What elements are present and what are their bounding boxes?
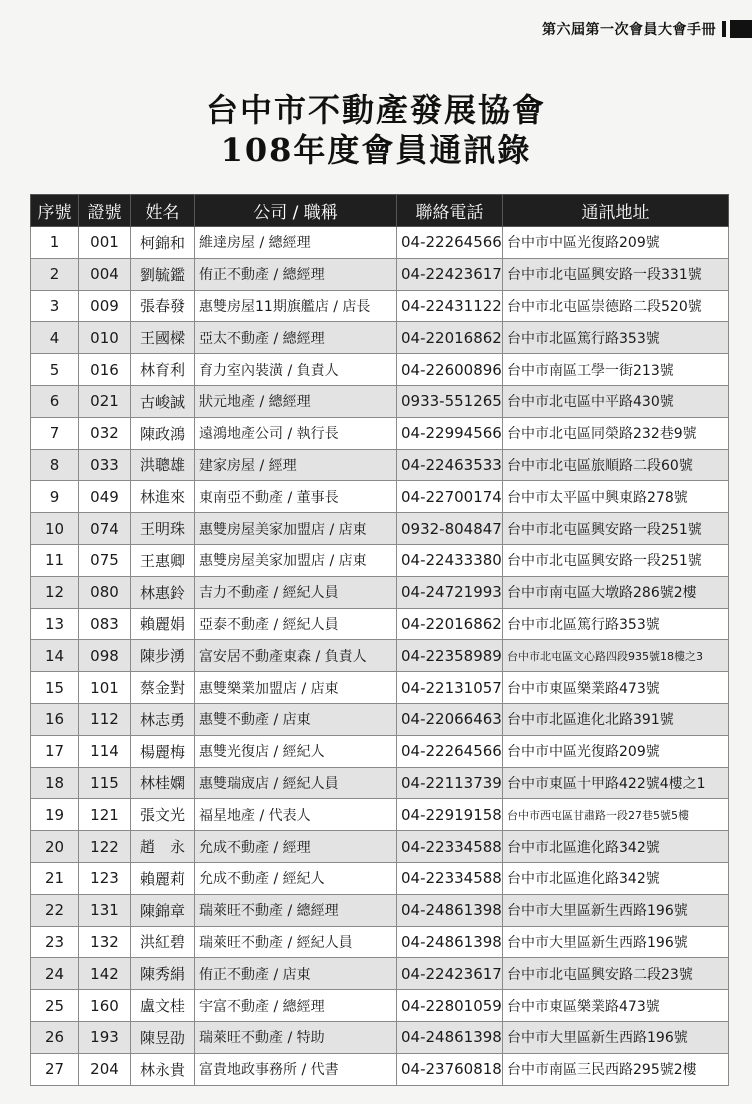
cell-cert: 049 <box>79 481 131 513</box>
cell-name: 古峻誠 <box>131 385 195 417</box>
table-row <box>31 576 729 608</box>
cell-cert: 033 <box>79 449 131 481</box>
cell-company: 維達房屋 / 總經理 <box>195 227 397 259</box>
cell-seq: 27 <box>31 1053 79 1085</box>
cell-cert: 074 <box>79 513 131 545</box>
cell-phone: 04-23760818 <box>397 1053 503 1085</box>
cell-name: 林育利 <box>131 354 195 386</box>
cell-seq: 15 <box>31 672 79 704</box>
cell-address: 台中市北屯區興安路二段23號 <box>503 958 729 990</box>
cell-name: 陳步湧 <box>131 640 195 672</box>
cell-cert: 132 <box>79 926 131 958</box>
cell-name: 王明珠 <box>131 513 195 545</box>
cell-company: 瑞萊旺不動產 / 經紀人員 <box>195 926 397 958</box>
cell-address: 台中市中區光復路209號 <box>503 227 729 259</box>
cell-company: 惠雙光復店 / 經紀人 <box>195 735 397 767</box>
table-row <box>31 258 729 290</box>
header-divider-mark <box>722 21 726 37</box>
cell-seq: 6 <box>31 385 79 417</box>
cell-name: 張春發 <box>131 290 195 322</box>
cell-company: 建家房屋 / 經理 <box>195 449 397 481</box>
cell-company: 惠雙房屋11期旗艦店 / 店長 <box>195 290 397 322</box>
table-row <box>31 322 729 354</box>
cell-cert: 142 <box>79 958 131 990</box>
cell-phone: 04-22423617 <box>397 258 503 290</box>
cell-seq: 1 <box>31 227 79 259</box>
cell-company: 侑正不動產 / 總經理 <box>195 258 397 290</box>
cell-company: 允成不動產 / 經理 <box>195 831 397 863</box>
cell-company: 惠雙瑞宬店 / 經紀人員 <box>195 767 397 799</box>
column-header-seq: 序號 <box>31 195 79 227</box>
cell-company: 亞泰不動產 / 經紀人員 <box>195 608 397 640</box>
table-row <box>31 385 729 417</box>
cell-name: 林桂嫻 <box>131 767 195 799</box>
cell-cert: 004 <box>79 258 131 290</box>
cell-cert: 032 <box>79 417 131 449</box>
cell-seq: 12 <box>31 576 79 608</box>
cell-cert: 098 <box>79 640 131 672</box>
table-row <box>31 799 729 831</box>
cell-address: 台中市北區進化北路391號 <box>503 703 729 735</box>
cell-company: 允成不動產 / 經紀人 <box>195 862 397 894</box>
cell-address: 台中市南區三民西路295號2樓 <box>503 1053 729 1085</box>
table-row <box>31 1021 729 1053</box>
cell-phone: 04-22113739 <box>397 767 503 799</box>
cell-cert: 101 <box>79 672 131 704</box>
cell-phone: 04-22433380 <box>397 544 503 576</box>
cell-seq: 9 <box>31 481 79 513</box>
cell-phone: 04-22016862 <box>397 608 503 640</box>
cell-address: 台中市南區工學一街213號 <box>503 354 729 386</box>
cell-seq: 17 <box>31 735 79 767</box>
table-row <box>31 958 729 990</box>
cell-cert: 114 <box>79 735 131 767</box>
cell-company: 東南亞不動產 / 董事長 <box>195 481 397 513</box>
cell-phone: 04-22264566 <box>397 735 503 767</box>
cell-name: 陳政鴻 <box>131 417 195 449</box>
cell-phone: 04-22423617 <box>397 958 503 990</box>
cell-address: 台中市大里區新生西路196號 <box>503 1021 729 1053</box>
table-row <box>31 354 729 386</box>
member-directory-table <box>30 194 729 1086</box>
table-row <box>31 481 729 513</box>
cell-cert: 204 <box>79 1053 131 1085</box>
cell-company: 富安居不動產東森 / 負責人 <box>195 640 397 672</box>
cell-cert: 009 <box>79 290 131 322</box>
cell-phone: 04-22358989 <box>397 640 503 672</box>
cell-address: 台中市北屯區旅順路二段60號 <box>503 449 729 481</box>
cell-phone: 04-22700174 <box>397 481 503 513</box>
cell-company: 惠雙樂業加盟店 / 店東 <box>195 672 397 704</box>
cell-seq: 5 <box>31 354 79 386</box>
cell-seq: 24 <box>31 958 79 990</box>
table-row <box>31 926 729 958</box>
cell-seq: 18 <box>31 767 79 799</box>
cell-phone: 04-22463533 <box>397 449 503 481</box>
cell-name: 林進來 <box>131 481 195 513</box>
cell-address: 台中市西屯區甘肅路一段27巷5號5樓 <box>503 799 729 831</box>
cell-company: 侑正不動產 / 店東 <box>195 958 397 990</box>
cell-seq: 25 <box>31 990 79 1022</box>
cell-name: 蔡金對 <box>131 672 195 704</box>
cell-seq: 13 <box>31 608 79 640</box>
column-header-address: 通訊地址 <box>503 195 729 227</box>
cell-phone: 04-24861398 <box>397 1021 503 1053</box>
cell-cert: 112 <box>79 703 131 735</box>
column-header-name: 姓名 <box>131 195 195 227</box>
cell-address: 台中市北區篤行路353號 <box>503 608 729 640</box>
cell-cert: 131 <box>79 894 131 926</box>
cell-seq: 21 <box>31 862 79 894</box>
cell-address: 台中市北屯區文心路四段935號18樓之3 <box>503 640 729 672</box>
table-row <box>31 1053 729 1085</box>
cell-name: 趙 永 <box>131 831 195 863</box>
table-row <box>31 608 729 640</box>
column-header-company: 公司 / 職稱 <box>195 195 397 227</box>
table-row <box>31 862 729 894</box>
cell-cert: 160 <box>79 990 131 1022</box>
cell-company: 惠雙不動產 / 店東 <box>195 703 397 735</box>
cell-name: 賴麗莉 <box>131 862 195 894</box>
cell-phone: 04-22600896 <box>397 354 503 386</box>
handbook-header-text: 第六屆第一次會員大會手冊 <box>542 22 716 38</box>
cell-seq: 11 <box>31 544 79 576</box>
cell-address: 台中市中區光復路209號 <box>503 735 729 767</box>
table-row <box>31 735 729 767</box>
table-header-row <box>31 195 729 227</box>
cell-phone: 04-22801059 <box>397 990 503 1022</box>
cell-name: 洪紅碧 <box>131 926 195 958</box>
cell-seq: 16 <box>31 703 79 735</box>
cell-phone: 0933-551265 <box>397 385 503 417</box>
table-row <box>31 831 729 863</box>
cell-company: 富貴地政事務所 / 代書 <box>195 1053 397 1085</box>
cell-name: 盧文桂 <box>131 990 195 1022</box>
cell-company: 惠雙房屋美家加盟店 / 店東 <box>195 513 397 545</box>
cell-company: 宇富不動產 / 總經理 <box>195 990 397 1022</box>
cell-name: 王惠卿 <box>131 544 195 576</box>
cell-company: 遠鴻地產公司 / 執行長 <box>195 417 397 449</box>
cell-phone: 04-22131057 <box>397 672 503 704</box>
title-directory: 108年度會員通訊錄 <box>220 131 532 169</box>
cell-name: 林惠鈴 <box>131 576 195 608</box>
cell-phone: 04-22016862 <box>397 322 503 354</box>
cell-company: 亞太不動產 / 總經理 <box>195 322 397 354</box>
cell-company: 惠雙房屋美家加盟店 / 店東 <box>195 544 397 576</box>
cell-address: 台中市大里區新生西路196號 <box>503 926 729 958</box>
cell-seq: 19 <box>31 799 79 831</box>
title-association: 台中市不動產發展協會 <box>205 91 546 129</box>
table-row <box>31 227 729 259</box>
cell-name: 陳秀絹 <box>131 958 195 990</box>
cell-cert: 122 <box>79 831 131 863</box>
table-row <box>31 894 729 926</box>
cell-seq: 4 <box>31 322 79 354</box>
cell-address: 台中市北屯區中平路430號 <box>503 385 729 417</box>
cell-cert: 121 <box>79 799 131 831</box>
table-row <box>31 703 729 735</box>
member-directory-table-wrapper <box>30 194 728 1086</box>
table-row <box>31 544 729 576</box>
cell-address: 台中市太平區中興東路278號 <box>503 481 729 513</box>
cell-address: 台中市北屯區同榮路232巷9號 <box>503 417 729 449</box>
cell-seq: 2 <box>31 258 79 290</box>
cell-name: 陳錦章 <box>131 894 195 926</box>
cell-phone: 04-22334588 <box>397 831 503 863</box>
cell-address: 台中市南屯區大墩路286號2樓 <box>503 576 729 608</box>
table-body <box>31 227 729 1086</box>
cell-company: 育力室內裝潢 / 負責人 <box>195 354 397 386</box>
cell-phone: 04-22066463 <box>397 703 503 735</box>
cell-name: 洪聰雄 <box>131 449 195 481</box>
page-header <box>542 14 752 44</box>
cell-name: 劉毓鑑 <box>131 258 195 290</box>
cell-phone: 04-24721993 <box>397 576 503 608</box>
cell-cert: 021 <box>79 385 131 417</box>
cell-address: 台中市北區篤行路353號 <box>503 322 729 354</box>
cell-address: 台中市東區十甲路422號4樓之1 <box>503 767 729 799</box>
cell-address: 台中市北屯區興安路一段331號 <box>503 258 729 290</box>
cell-name: 林志勇 <box>131 703 195 735</box>
cell-phone: 04-24861398 <box>397 894 503 926</box>
cell-seq: 7 <box>31 417 79 449</box>
cell-company: 瑞萊旺不動產 / 特助 <box>195 1021 397 1053</box>
cell-address: 台中市北屯區崇德路二段520號 <box>503 290 729 322</box>
cell-name: 陳昱劭 <box>131 1021 195 1053</box>
cell-address: 台中市東區樂業路473號 <box>503 672 729 704</box>
column-header-cert: 證號 <box>79 195 131 227</box>
cell-company: 福星地產 / 代表人 <box>195 799 397 831</box>
cell-cert: 001 <box>79 227 131 259</box>
table-row <box>31 290 729 322</box>
cell-phone: 0932-804847 <box>397 513 503 545</box>
cell-phone: 04-22431122 <box>397 290 503 322</box>
cell-phone: 04-24861398 <box>397 926 503 958</box>
cell-name: 王國樑 <box>131 322 195 354</box>
cell-address: 台中市北屯區興安路一段251號 <box>503 513 729 545</box>
cell-address: 台中市北區進化路342號 <box>503 831 729 863</box>
cell-cert: 083 <box>79 608 131 640</box>
cell-cert: 016 <box>79 354 131 386</box>
cell-phone: 04-22994566 <box>397 417 503 449</box>
cell-cert: 080 <box>79 576 131 608</box>
table-row <box>31 640 729 672</box>
cell-seq: 22 <box>31 894 79 926</box>
table-row <box>31 513 729 545</box>
table-row <box>31 449 729 481</box>
cell-seq: 26 <box>31 1021 79 1053</box>
table-row <box>31 672 729 704</box>
document-title <box>0 90 752 170</box>
cell-name: 楊麗梅 <box>131 735 195 767</box>
cell-phone: 04-22334588 <box>397 862 503 894</box>
cell-seq: 14 <box>31 640 79 672</box>
cell-seq: 10 <box>31 513 79 545</box>
cell-address: 台中市北屯區興安路一段251號 <box>503 544 729 576</box>
cell-seq: 20 <box>31 831 79 863</box>
cell-seq: 8 <box>31 449 79 481</box>
cell-address: 台中市大里區新生西路196號 <box>503 894 729 926</box>
cell-company: 瑞萊旺不動產 / 總經理 <box>195 894 397 926</box>
cell-cert: 123 <box>79 862 131 894</box>
cell-name: 張文光 <box>131 799 195 831</box>
cell-name: 柯錦和 <box>131 227 195 259</box>
cell-cert: 115 <box>79 767 131 799</box>
table-row <box>31 767 729 799</box>
cell-seq: 3 <box>31 290 79 322</box>
cell-cert: 075 <box>79 544 131 576</box>
cell-name: 林永貴 <box>131 1053 195 1085</box>
column-header-phone: 聯絡電話 <box>397 195 503 227</box>
cell-company: 狀元地產 / 總經理 <box>195 385 397 417</box>
cell-cert: 193 <box>79 1021 131 1053</box>
cell-cert: 010 <box>79 322 131 354</box>
cell-phone: 04-22264566 <box>397 227 503 259</box>
cell-address: 台中市東區樂業路473號 <box>503 990 729 1022</box>
cell-name: 賴麗娟 <box>131 608 195 640</box>
cell-address: 台中市北區進化路342號 <box>503 862 729 894</box>
cell-company: 吉力不動產 / 經紀人員 <box>195 576 397 608</box>
cell-seq: 23 <box>31 926 79 958</box>
table-row <box>31 990 729 1022</box>
table-row <box>31 417 729 449</box>
cell-phone: 04-22919158 <box>397 799 503 831</box>
header-black-tab <box>730 20 752 38</box>
